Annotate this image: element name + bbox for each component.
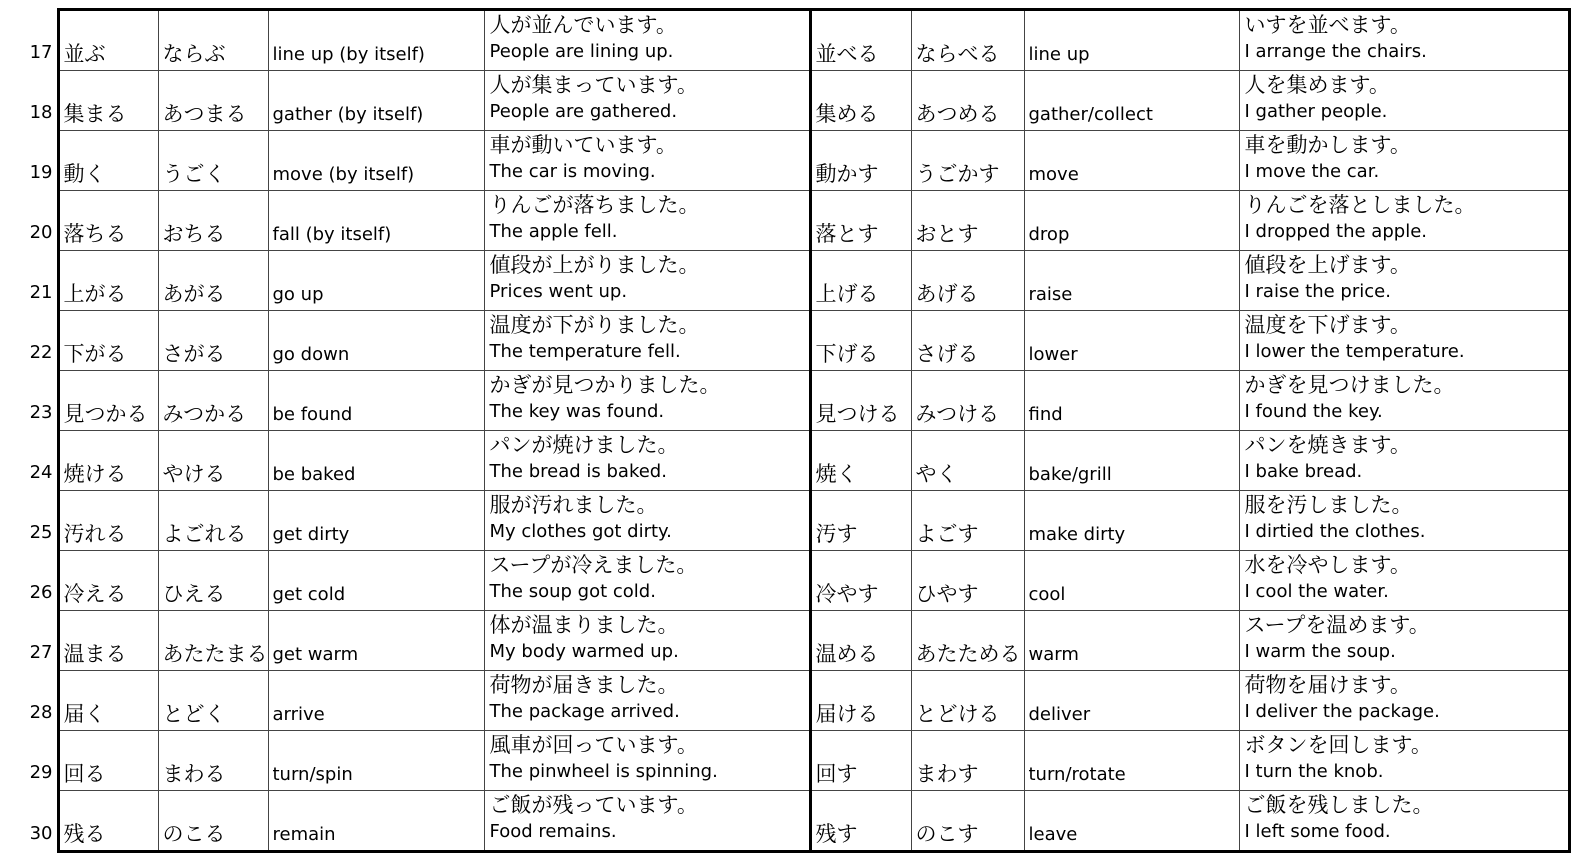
transitive-example-jp: スープを温めます。 bbox=[1244, 613, 1430, 637]
row-number-cell[interactable] bbox=[8, 371, 58, 431]
transitive-example-en: I dirtied the clothes. bbox=[1244, 521, 1426, 542]
transitive-example-en: I found the key. bbox=[1244, 401, 1383, 422]
intransitive-example-en: Food remains. bbox=[489, 821, 617, 842]
intransitive-meaning-cell[interactable] bbox=[268, 791, 484, 852]
intransitive-meaning-cell[interactable] bbox=[268, 10, 484, 71]
intransitive-kana-cell[interactable]: ならぶ bbox=[158, 10, 268, 71]
intransitive-meaning: turn/spin bbox=[272, 764, 353, 785]
row-number-cell[interactable] bbox=[8, 251, 58, 311]
transitive-example-cell[interactable] bbox=[1239, 10, 1569, 71]
transitive-example-cell[interactable] bbox=[1239, 431, 1569, 491]
transitive-example-en: I gather people. bbox=[1244, 101, 1388, 122]
transitive-meaning-cell[interactable] bbox=[1024, 611, 1239, 671]
transitive-kana-cell[interactable]: とどける bbox=[911, 671, 1024, 731]
transitive-kana-cell[interactable]: ひやす bbox=[911, 551, 1024, 611]
intransitive-kanji-cell[interactable]: 届く bbox=[58, 671, 158, 731]
intransitive-meaning: go down bbox=[272, 344, 350, 365]
intransitive-example-jp: スープが冷えました。 bbox=[489, 553, 698, 577]
transitive-meaning: drop bbox=[1028, 224, 1070, 245]
transitive-example-jp: 荷物を届けます。 bbox=[1244, 673, 1411, 697]
intransitive-example-jp: ご飯が残っています。 bbox=[489, 793, 698, 817]
transitive-example-jp: いすを並べます。 bbox=[1244, 13, 1411, 37]
transitive-meaning: deliver bbox=[1028, 704, 1091, 725]
table-row bbox=[8, 10, 1569, 71]
intransitive-example-jp: 車が動いています。 bbox=[489, 133, 677, 157]
transitive-example-jp: 水を冷やします。 bbox=[1244, 553, 1411, 577]
transitive-meaning-cell[interactable] bbox=[1024, 71, 1239, 131]
transitive-meaning-cell[interactable] bbox=[1024, 251, 1239, 311]
intransitive-kanji-cell[interactable]: 残る bbox=[58, 791, 158, 852]
transitive-meaning-cell[interactable] bbox=[1024, 10, 1239, 71]
intransitive-example-jp: 服が汚れました。 bbox=[489, 493, 658, 517]
intransitive-meaning: fall (by itself) bbox=[272, 224, 392, 245]
transitive-kanji-cell[interactable]: 上げる bbox=[810, 251, 911, 311]
intransitive-meaning-cell[interactable] bbox=[268, 731, 484, 791]
intransitive-meaning: arrive bbox=[272, 704, 325, 725]
table-row bbox=[8, 251, 1569, 311]
transitive-example-jp: りんごを落としました。 bbox=[1244, 193, 1476, 217]
transitive-meaning: turn/rotate bbox=[1028, 764, 1126, 785]
intransitive-kanji-cell[interactable]: 見つかる bbox=[58, 371, 158, 431]
intransitive-example-cell[interactable] bbox=[484, 671, 810, 731]
transitive-example-jp: ご飯を残しました。 bbox=[1244, 793, 1434, 817]
transitive-kana-cell[interactable]: まわす bbox=[911, 731, 1024, 791]
intransitive-example-jp: 風車が回っています。 bbox=[489, 733, 698, 757]
transitive-kanji-cell[interactable]: 温める bbox=[810, 611, 911, 671]
row-number: 30 bbox=[29, 822, 53, 844]
intransitive-meaning-cell[interactable] bbox=[268, 131, 484, 191]
transitive-example-cell[interactable] bbox=[1239, 191, 1569, 251]
intransitive-kana-cell[interactable]: とどく bbox=[158, 671, 268, 731]
table-row bbox=[8, 311, 1569, 371]
transitive-kanji-cell[interactable]: 見つける bbox=[810, 371, 911, 431]
row-number-cell[interactable] bbox=[8, 131, 58, 191]
intransitive-meaning: get dirty bbox=[272, 524, 350, 545]
transitive-meaning: leave bbox=[1028, 824, 1078, 845]
intransitive-meaning: gather (by itself) bbox=[272, 104, 424, 125]
intransitive-kana-cell[interactable]: あつまる bbox=[158, 71, 268, 131]
intransitive-kana-cell[interactable]: みつかる bbox=[158, 371, 268, 431]
intransitive-kanji-cell[interactable]: 冷える bbox=[58, 551, 158, 611]
transitive-meaning-cell[interactable] bbox=[1024, 491, 1239, 551]
table-row bbox=[8, 131, 1569, 191]
row-number-cell[interactable] bbox=[8, 311, 58, 371]
transitive-kana-cell[interactable]: ならべる bbox=[911, 10, 1024, 71]
intransitive-kanji-cell[interactable]: 上がる bbox=[58, 251, 158, 311]
intransitive-meaning-cell[interactable] bbox=[268, 371, 484, 431]
row-number-cell[interactable] bbox=[8, 191, 58, 251]
intransitive-example-cell[interactable] bbox=[484, 131, 810, 191]
intransitive-kanji-cell[interactable]: 集まる bbox=[58, 71, 158, 131]
transitive-meaning: raise bbox=[1028, 284, 1073, 305]
row-number: 25 bbox=[29, 521, 53, 543]
intransitive-example-cell[interactable] bbox=[484, 611, 810, 671]
intransitive-example-jp: 人が並んでいます。 bbox=[489, 13, 677, 37]
table-body bbox=[8, 10, 1569, 852]
intransitive-example-cell[interactable] bbox=[484, 191, 810, 251]
transitive-meaning-cell[interactable] bbox=[1024, 131, 1239, 191]
row-number-cell[interactable] bbox=[8, 491, 58, 551]
intransitive-meaning-cell[interactable] bbox=[268, 491, 484, 551]
intransitive-example-cell[interactable] bbox=[484, 371, 810, 431]
transitive-meaning-cell[interactable] bbox=[1024, 731, 1239, 791]
row-number: 24 bbox=[29, 461, 53, 483]
row-number: 20 bbox=[29, 221, 53, 243]
intransitive-meaning: get cold bbox=[272, 584, 346, 605]
intransitive-kanji-cell[interactable]: 落ちる bbox=[58, 191, 158, 251]
table-row bbox=[8, 191, 1569, 251]
row-number-cell[interactable] bbox=[8, 71, 58, 131]
intransitive-example-jp: 人が集まっています。 bbox=[489, 73, 698, 97]
intransitive-kanji-cell[interactable]: 並ぶ bbox=[58, 10, 158, 71]
transitive-example-cell[interactable] bbox=[1239, 251, 1569, 311]
row-number-cell[interactable] bbox=[8, 551, 58, 611]
transitive-meaning: gather/collect bbox=[1028, 104, 1153, 125]
transitive-kanji-cell[interactable]: 下げる bbox=[810, 311, 911, 371]
intransitive-example-en: The soup got cold. bbox=[489, 581, 656, 602]
transitive-meaning-cell[interactable] bbox=[1024, 671, 1239, 731]
transitive-meaning: lower bbox=[1028, 344, 1078, 365]
transitive-kana-cell[interactable]: さげる bbox=[911, 311, 1024, 371]
transitive-kana-cell[interactable]: みつける bbox=[911, 371, 1024, 431]
transitive-meaning: bake/grill bbox=[1028, 464, 1112, 485]
table-row bbox=[8, 71, 1569, 131]
transitive-meaning: make dirty bbox=[1028, 524, 1126, 545]
table-row bbox=[8, 491, 1569, 551]
row-number-cell[interactable] bbox=[8, 731, 58, 791]
transitive-example-cell[interactable] bbox=[1239, 611, 1569, 671]
transitive-kanji-cell[interactable]: 汚す bbox=[810, 491, 911, 551]
transitive-kanji-cell[interactable]: 冷やす bbox=[810, 551, 911, 611]
transitive-example-en: I lower the temperature. bbox=[1244, 341, 1465, 362]
transitive-example-en: I left some food. bbox=[1244, 821, 1391, 842]
intransitive-kanji-cell[interactable]: 温まる bbox=[58, 611, 158, 671]
row-number: 18 bbox=[29, 101, 53, 123]
transitive-example-en: I bake bread. bbox=[1244, 461, 1363, 482]
intransitive-meaning-cell[interactable] bbox=[268, 431, 484, 491]
intransitive-example-en: The key was found. bbox=[489, 401, 665, 422]
intransitive-meaning: remain bbox=[272, 824, 336, 845]
intransitive-kana-cell[interactable]: おちる bbox=[158, 191, 268, 251]
transitive-example-cell[interactable] bbox=[1239, 491, 1569, 551]
transitive-kana-cell[interactable]: おとす bbox=[911, 191, 1024, 251]
intransitive-meaning: get warm bbox=[272, 644, 359, 665]
intransitive-meaning: move (by itself) bbox=[272, 164, 415, 185]
row-number: 17 bbox=[29, 41, 53, 63]
intransitive-example-cell[interactable] bbox=[484, 431, 810, 491]
transitive-kanji-cell[interactable]: 落とす bbox=[810, 191, 911, 251]
row-number-cell[interactable] bbox=[8, 671, 58, 731]
transitive-example-cell[interactable] bbox=[1239, 791, 1569, 852]
transitive-kana-cell[interactable]: あたためる bbox=[911, 611, 1024, 671]
intransitive-example-jp: 温度が下がりました。 bbox=[489, 313, 700, 337]
transitive-example-cell[interactable] bbox=[1239, 71, 1569, 131]
intransitive-kana-cell[interactable]: まわる bbox=[158, 731, 268, 791]
transitive-meaning-cell[interactable] bbox=[1024, 371, 1239, 431]
transitive-meaning-cell[interactable] bbox=[1024, 431, 1239, 491]
transitive-example-en: I deliver the package. bbox=[1244, 701, 1440, 722]
transitive-example-en: I warm the soup. bbox=[1244, 641, 1396, 662]
transitive-example-en: I move the car. bbox=[1244, 161, 1380, 182]
row-number: 22 bbox=[29, 341, 53, 363]
intransitive-example-cell[interactable] bbox=[484, 491, 810, 551]
transitive-meaning: line up bbox=[1028, 44, 1090, 65]
transitive-example-jp: かぎを見つけました。 bbox=[1244, 373, 1455, 397]
transitive-example-cell[interactable] bbox=[1239, 311, 1569, 371]
transitive-example-cell[interactable] bbox=[1239, 131, 1569, 191]
row-number: 26 bbox=[29, 581, 53, 603]
transitive-kana-cell[interactable]: やく bbox=[911, 431, 1024, 491]
transitive-example-en: I cool the water. bbox=[1244, 581, 1389, 602]
transitive-meaning: warm bbox=[1028, 644, 1079, 665]
intransitive-meaning-cell[interactable] bbox=[268, 611, 484, 671]
transitive-example-jp: 車を動かします。 bbox=[1244, 133, 1411, 157]
intransitive-kanji-cell[interactable]: 回る bbox=[58, 731, 158, 791]
transitive-kanji-cell[interactable]: 焼く bbox=[810, 431, 911, 491]
intransitive-example-en: People are lining up. bbox=[489, 41, 674, 62]
transitive-example-en: I raise the price. bbox=[1244, 281, 1391, 302]
row-number: 27 bbox=[29, 641, 53, 663]
vocabulary-table bbox=[8, 8, 1571, 853]
intransitive-example-cell[interactable] bbox=[484, 551, 810, 611]
intransitive-kanji-cell[interactable]: 汚れる bbox=[58, 491, 158, 551]
intransitive-kana-cell[interactable]: のこる bbox=[158, 791, 268, 852]
row-number: 29 bbox=[29, 761, 53, 783]
intransitive-meaning-cell[interactable] bbox=[268, 191, 484, 251]
intransitive-kanji-cell[interactable]: 下がる bbox=[58, 311, 158, 371]
intransitive-example-jp: 荷物が届きました。 bbox=[489, 673, 679, 697]
transitive-meaning: move bbox=[1028, 164, 1079, 185]
transitive-example-jp: 服を汚しました。 bbox=[1244, 493, 1413, 517]
row-number: 21 bbox=[29, 281, 53, 303]
intransitive-kana-cell[interactable]: うごく bbox=[158, 131, 268, 191]
intransitive-meaning: be baked bbox=[272, 464, 356, 485]
intransitive-example-jp: 値段が上がりました。 bbox=[489, 253, 700, 277]
intransitive-kana-cell[interactable]: さがる bbox=[158, 311, 268, 371]
intransitive-kana-cell[interactable]: やける bbox=[158, 431, 268, 491]
transitive-example-jp: 人を集めます。 bbox=[1244, 73, 1390, 97]
row-number-cell[interactable] bbox=[8, 611, 58, 671]
intransitive-example-en: The temperature fell. bbox=[489, 341, 681, 362]
row-number: 28 bbox=[29, 701, 53, 723]
intransitive-example-en: The bread is baked. bbox=[489, 461, 667, 482]
intransitive-example-jp: 体が温まりました。 bbox=[489, 613, 679, 637]
intransitive-kanji-cell[interactable]: 動く bbox=[58, 131, 158, 191]
intransitive-meaning: go up bbox=[272, 284, 324, 305]
transitive-kana-cell[interactable]: あつめる bbox=[911, 71, 1024, 131]
row-number: 23 bbox=[29, 401, 53, 423]
intransitive-meaning-cell[interactable] bbox=[268, 251, 484, 311]
intransitive-example-en: The package arrived. bbox=[489, 701, 680, 722]
row-number-cell[interactable] bbox=[8, 10, 58, 71]
intransitive-meaning-cell[interactable] bbox=[268, 551, 484, 611]
table-row bbox=[8, 551, 1569, 611]
intransitive-example-en: The pinwheel is spinning. bbox=[489, 761, 718, 782]
transitive-example-jp: 温度を下げます。 bbox=[1244, 313, 1411, 337]
transitive-example-jp: 値段を上げます。 bbox=[1244, 253, 1411, 277]
intransitive-example-en: People are gathered. bbox=[489, 101, 678, 122]
intransitive-example-cell[interactable] bbox=[484, 791, 810, 852]
intransitive-example-en: The car is moving. bbox=[489, 161, 656, 182]
intransitive-example-jp: かぎが見つかりました。 bbox=[489, 373, 721, 397]
intransitive-meaning-cell[interactable] bbox=[268, 671, 484, 731]
transitive-meaning-cell[interactable] bbox=[1024, 791, 1239, 852]
transitive-kanji-cell[interactable]: 回す bbox=[810, 731, 911, 791]
row-number: 19 bbox=[29, 161, 53, 183]
table-row bbox=[8, 431, 1569, 491]
transitive-kanji-cell[interactable]: 動かす bbox=[810, 131, 911, 191]
transitive-example-jp: ボタンを回します。 bbox=[1244, 733, 1432, 757]
transitive-example-en: I turn the knob. bbox=[1244, 761, 1384, 782]
transitive-kanji-cell[interactable]: 並べる bbox=[810, 10, 911, 71]
table-row bbox=[8, 791, 1569, 852]
intransitive-example-cell[interactable] bbox=[484, 311, 810, 371]
transitive-example-cell[interactable] bbox=[1239, 371, 1569, 431]
intransitive-meaning-cell[interactable] bbox=[268, 71, 484, 131]
intransitive-meaning: line up (by itself) bbox=[272, 44, 425, 65]
transitive-kana-cell[interactable]: うごかす bbox=[911, 131, 1024, 191]
intransitive-example-jp: りんごが落ちました。 bbox=[489, 193, 700, 217]
table-row bbox=[8, 671, 1569, 731]
transitive-example-cell[interactable] bbox=[1239, 551, 1569, 611]
transitive-example-jp: パンを焼きます。 bbox=[1244, 433, 1411, 457]
transitive-meaning: cool bbox=[1028, 584, 1066, 605]
transitive-kana-cell[interactable]: のこす bbox=[911, 791, 1024, 852]
intransitive-example-cell[interactable] bbox=[484, 731, 810, 791]
intransitive-kana-cell[interactable]: ひえる bbox=[158, 551, 268, 611]
intransitive-kanji-cell[interactable]: 焼ける bbox=[58, 431, 158, 491]
transitive-example-en: I dropped the apple. bbox=[1244, 221, 1427, 242]
transitive-example-cell[interactable] bbox=[1239, 731, 1569, 791]
transitive-meaning-cell[interactable] bbox=[1024, 551, 1239, 611]
table-row bbox=[8, 371, 1569, 431]
row-number-cell[interactable] bbox=[8, 791, 58, 852]
intransitive-kana-cell[interactable]: あがる bbox=[158, 251, 268, 311]
intransitive-example-en: Prices went up. bbox=[489, 281, 628, 302]
transitive-kanji-cell[interactable]: 集める bbox=[810, 71, 911, 131]
intransitive-example-cell[interactable] bbox=[484, 10, 810, 71]
table-row bbox=[8, 611, 1569, 671]
transitive-meaning: find bbox=[1028, 404, 1063, 425]
intransitive-example-cell[interactable] bbox=[484, 71, 810, 131]
intransitive-meaning-cell[interactable] bbox=[268, 311, 484, 371]
transitive-kanji-cell[interactable]: 残す bbox=[810, 791, 911, 852]
intransitive-meaning: be found bbox=[272, 404, 353, 425]
intransitive-kana-cell[interactable]: あたたまる bbox=[158, 611, 268, 671]
transitive-example-cell[interactable] bbox=[1239, 671, 1569, 731]
intransitive-example-jp: パンが焼けました。 bbox=[489, 433, 679, 457]
table-row bbox=[8, 731, 1569, 791]
transitive-kanji-cell[interactable]: 届ける bbox=[810, 671, 911, 731]
row-number-cell[interactable] bbox=[8, 431, 58, 491]
intransitive-example-en: My body warmed up. bbox=[489, 641, 679, 662]
intransitive-example-en: My clothes got dirty. bbox=[489, 521, 672, 542]
transitive-kana-cell[interactable]: よごす bbox=[911, 491, 1024, 551]
transitive-example-en: I arrange the chairs. bbox=[1244, 41, 1427, 62]
transitive-kana-cell[interactable]: あげる bbox=[911, 251, 1024, 311]
intransitive-example-en: The apple fell. bbox=[489, 221, 618, 242]
transitive-meaning-cell[interactable] bbox=[1024, 191, 1239, 251]
transitive-meaning-cell[interactable] bbox=[1024, 311, 1239, 371]
intransitive-example-cell[interactable] bbox=[484, 251, 810, 311]
intransitive-kana-cell[interactable]: よごれる bbox=[158, 491, 268, 551]
